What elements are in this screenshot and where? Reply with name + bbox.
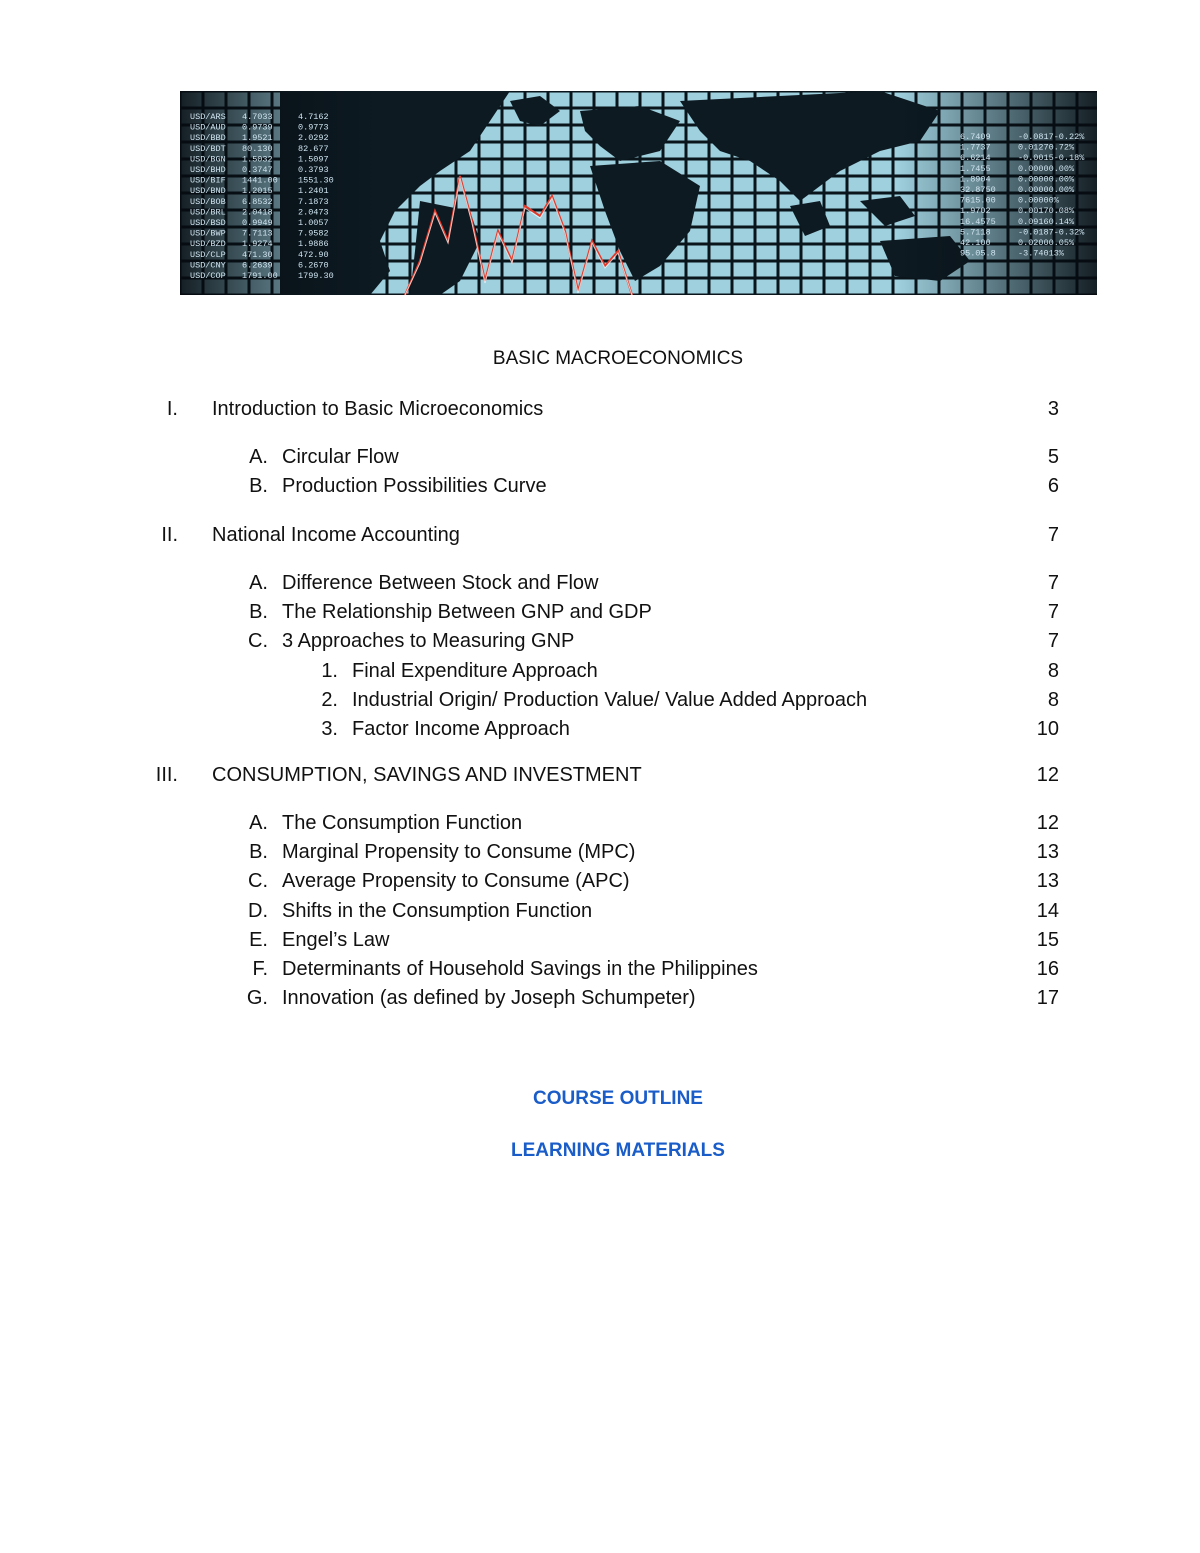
toc-subsection	[0, 446, 1200, 474]
ticker-cell: 95.05.8	[960, 248, 996, 259]
ticker-cell: 1791.00	[242, 271, 278, 281]
toc-page-number: 7	[1047, 524, 1059, 546]
ticker-cell: USD/AUD	[190, 122, 226, 133]
toc-page-number: 5	[1047, 446, 1059, 468]
ticker-cell: 471.30	[242, 249, 273, 260]
toc-subsection	[0, 958, 1200, 986]
ticker-cell: 2.0292	[298, 133, 329, 144]
toc-number: 1.	[321, 659, 338, 682]
toc-number: C.	[248, 630, 268, 653]
ticker-cell: 1799.30	[298, 271, 334, 281]
ticker-cell: 0.00000.00%	[1018, 185, 1075, 195]
ticker-cell: 5.7118	[960, 227, 991, 238]
ticker-cell: 6.8532	[242, 196, 273, 207]
toc-label: National Income Accounting	[212, 524, 460, 546]
toc-label: Marginal Propensity to Consume (MPC)	[282, 841, 636, 864]
toc-page-number: 6	[1047, 475, 1059, 498]
toc-label: The Consumption Function	[282, 812, 523, 834]
ticker-cell: 0.00000.00%	[1018, 163, 1075, 174]
ticker-cell: 80.130	[242, 143, 273, 154]
toc-page-number: 10	[1036, 718, 1059, 740]
ticker-cell: 1.2015	[242, 186, 273, 197]
toc-subsection	[0, 929, 1200, 957]
ticker-cell: 6.2639	[242, 260, 273, 271]
ticker-cell: 1.9521	[242, 133, 273, 144]
toc-label: Determinants of Household Savings in the Philippines	[282, 958, 758, 980]
ticker-cell: 7.9582	[298, 228, 329, 239]
ticker-cell: USD/BGN	[190, 154, 226, 165]
toc-page-number: 13	[1036, 870, 1059, 893]
toc-page-number: 7	[1047, 630, 1059, 653]
ticker-cell: 6.7409	[960, 132, 991, 142]
ticker-cell: 1.5097	[298, 154, 329, 165]
ticker-cell: 0.9949	[242, 218, 273, 228]
ticker-cell: -0.0187-0.32%	[1018, 227, 1085, 238]
ticker-cell: USD/BZD	[190, 239, 226, 250]
toc-number: B.	[249, 601, 268, 624]
ticker-cell: -3.74013%	[1018, 248, 1064, 259]
toc-number: D.	[248, 899, 268, 922]
toc-number: II.	[161, 524, 178, 546]
toc-number: A.	[249, 812, 268, 834]
toc-number: A.	[249, 446, 268, 468]
ticker-cell: 0.00000.00%	[1018, 174, 1075, 185]
ticker-cell: 32.8750	[960, 185, 996, 195]
toc-label: Engel’s Law	[282, 928, 390, 951]
toc-page-number: 17	[1036, 987, 1059, 1010]
left-currency-ticker	[190, 112, 334, 281]
toc-subsection	[0, 475, 1200, 503]
ticker-cell: USD/BHD	[190, 165, 226, 175]
ticker-cell: 4.7162	[298, 112, 329, 122]
toc-section	[0, 398, 1200, 426]
toc-subsubsection	[0, 718, 1200, 746]
toc-page-number: 8	[1047, 659, 1059, 682]
ticker-cell: USD/BND	[190, 186, 226, 197]
ticker-cell: 2.0473	[298, 207, 329, 218]
toc-label: 3 Approaches to Measuring GNP	[282, 630, 575, 653]
toc-number: 3.	[321, 718, 338, 740]
ticker-cell: USD/CLP	[190, 249, 226, 260]
ticker-cell: 0.01270.72%	[1018, 142, 1075, 153]
ticker-cell: USD/BWP	[190, 228, 226, 239]
ticker-cell: 472.90	[298, 249, 329, 260]
toc-page-number: 12	[1036, 812, 1059, 834]
course-outline-link[interactable]: COURSE OUTLINE	[533, 1088, 703, 1109]
ticker-cell: 6.6214	[960, 153, 991, 164]
toc-page-number: 14	[1036, 899, 1059, 922]
ticker-cell: 0.3747	[242, 165, 273, 175]
toc-page-number: 3	[1047, 398, 1059, 420]
toc-subsection	[0, 841, 1200, 869]
toc-label: Average Propensity to Consume (APC)	[282, 870, 630, 893]
toc-number: E.	[249, 928, 268, 951]
toc-number: A.	[249, 572, 268, 594]
toc-subsection	[0, 601, 1200, 629]
ticker-cell: 1.9702	[960, 206, 991, 217]
toc-page-number: 15	[1036, 928, 1059, 951]
ticker-cell: 1.7737	[960, 142, 991, 153]
toc-number: I.	[166, 398, 178, 420]
ticker-cell: 7615.00	[960, 195, 996, 206]
toc-page-number: 7	[1047, 601, 1059, 624]
toc-label: Shifts in the Consumption Function	[282, 899, 593, 922]
ticker-cell: 82.677	[298, 143, 329, 154]
ticker-cell: 0.9773	[298, 122, 329, 133]
ticker-cell: -0.0817-0.22%	[1018, 132, 1085, 142]
ticker-cell: 1.5032	[242, 154, 273, 165]
ticker-cell: 1.9886	[298, 239, 329, 250]
ticker-cell: 1441.00	[242, 175, 278, 186]
ticker-cell: USD/BIF	[190, 175, 226, 186]
ticker-cell: USD/BOB	[190, 196, 226, 207]
ticker-cell: 0.02000.05%	[1018, 238, 1075, 248]
toc-section	[0, 524, 1200, 552]
toc-number: B.	[249, 841, 268, 864]
ticker-cell: 1.8904	[960, 174, 991, 185]
toc-label: Production Possibilities Curve	[282, 475, 547, 498]
toc-subsection	[0, 812, 1200, 840]
toc-subsection	[0, 900, 1200, 928]
ticker-cell: USD/BDT	[190, 143, 226, 154]
toc-page-number: 16	[1036, 958, 1059, 980]
toc-number: III.	[155, 764, 178, 786]
ticker-cell: 0.09160.14%	[1018, 216, 1075, 227]
toc-label: The Relationship Between GNP and GDP	[282, 601, 652, 624]
toc-number: B.	[249, 475, 268, 498]
toc-label: Final Expenditure Approach	[352, 659, 598, 682]
toc-number: G.	[246, 987, 268, 1010]
toc-label: Circular Flow	[282, 446, 399, 468]
ticker-cell: 16.4575	[960, 216, 996, 227]
toc-label: Innovation (as defined by Joseph Schumpeter)	[282, 987, 696, 1010]
ticker-cell: 0.3793	[298, 165, 329, 175]
ticker-cell: 0.00000%	[1018, 195, 1059, 206]
toc-label: Factor Income Approach	[352, 718, 570, 740]
toc-number: 2.	[321, 688, 338, 711]
ticker-cell: -0.0015-0.18%	[1018, 153, 1085, 164]
ticker-cell: 6.2670	[298, 260, 329, 271]
toc-label: Introduction to Basic Microeconomics	[212, 398, 544, 420]
ticker-cell: 7.7113	[242, 228, 273, 239]
ticker-cell: 1551.30	[298, 175, 334, 186]
ticker-cell: USD/ARS	[190, 112, 226, 122]
ticker-cell: 0.9739	[242, 122, 273, 133]
toc-section	[0, 764, 1200, 792]
ticker-cell: 1.9274	[242, 239, 273, 250]
toc-subsection	[0, 987, 1200, 1015]
toc-subsection	[0, 572, 1200, 600]
ticker-cell: 1.7455	[960, 163, 991, 174]
ticker-cell: 2.0418	[242, 207, 273, 218]
toc-page-number: 12	[1036, 764, 1059, 786]
ticker-cell: 0.00170.08%	[1018, 206, 1075, 217]
header-banner-image	[180, 91, 1097, 295]
ticker-cell: 1.0057	[298, 218, 329, 228]
ticker-cell: USD/BRL	[190, 207, 226, 218]
toc-subsubsection	[0, 689, 1200, 717]
toc-page-number: 8	[1047, 688, 1059, 711]
toc-subsection	[0, 870, 1200, 898]
toc-label: Industrial Origin/ Production Value/ Value Added Approach	[352, 688, 868, 711]
toc-page-number: 7	[1047, 572, 1059, 594]
toc-label: CONSUMPTION, SAVINGS AND INVESTMENT	[212, 764, 642, 786]
ticker-cell: USD/COP	[190, 271, 226, 281]
toc-label: Difference Between Stock and Flow	[282, 572, 599, 594]
toc-subsection	[0, 630, 1200, 658]
toc-number: C.	[248, 870, 268, 893]
toc-page-number: 13	[1036, 841, 1059, 864]
ticker-cell: USD/BBD	[190, 133, 226, 144]
ticker-cell: USD/BSD	[190, 218, 226, 228]
ticker-cell: 4.7033	[242, 112, 273, 122]
world-map-ticker-graphic	[180, 91, 1097, 295]
ticker-cell: 42.100	[960, 238, 991, 248]
ticker-cell: USD/CNY	[190, 260, 226, 271]
ticker-cell: 7.1873	[298, 196, 329, 207]
toc-number: F.	[252, 958, 268, 980]
document-title: BASIC MACROECONOMICS	[492, 348, 744, 369]
toc-subsubsection	[0, 660, 1200, 688]
ticker-cell: 1.2401	[298, 186, 329, 197]
learning-materials-link[interactable]: LEARNING MATERIALS	[511, 1140, 725, 1161]
